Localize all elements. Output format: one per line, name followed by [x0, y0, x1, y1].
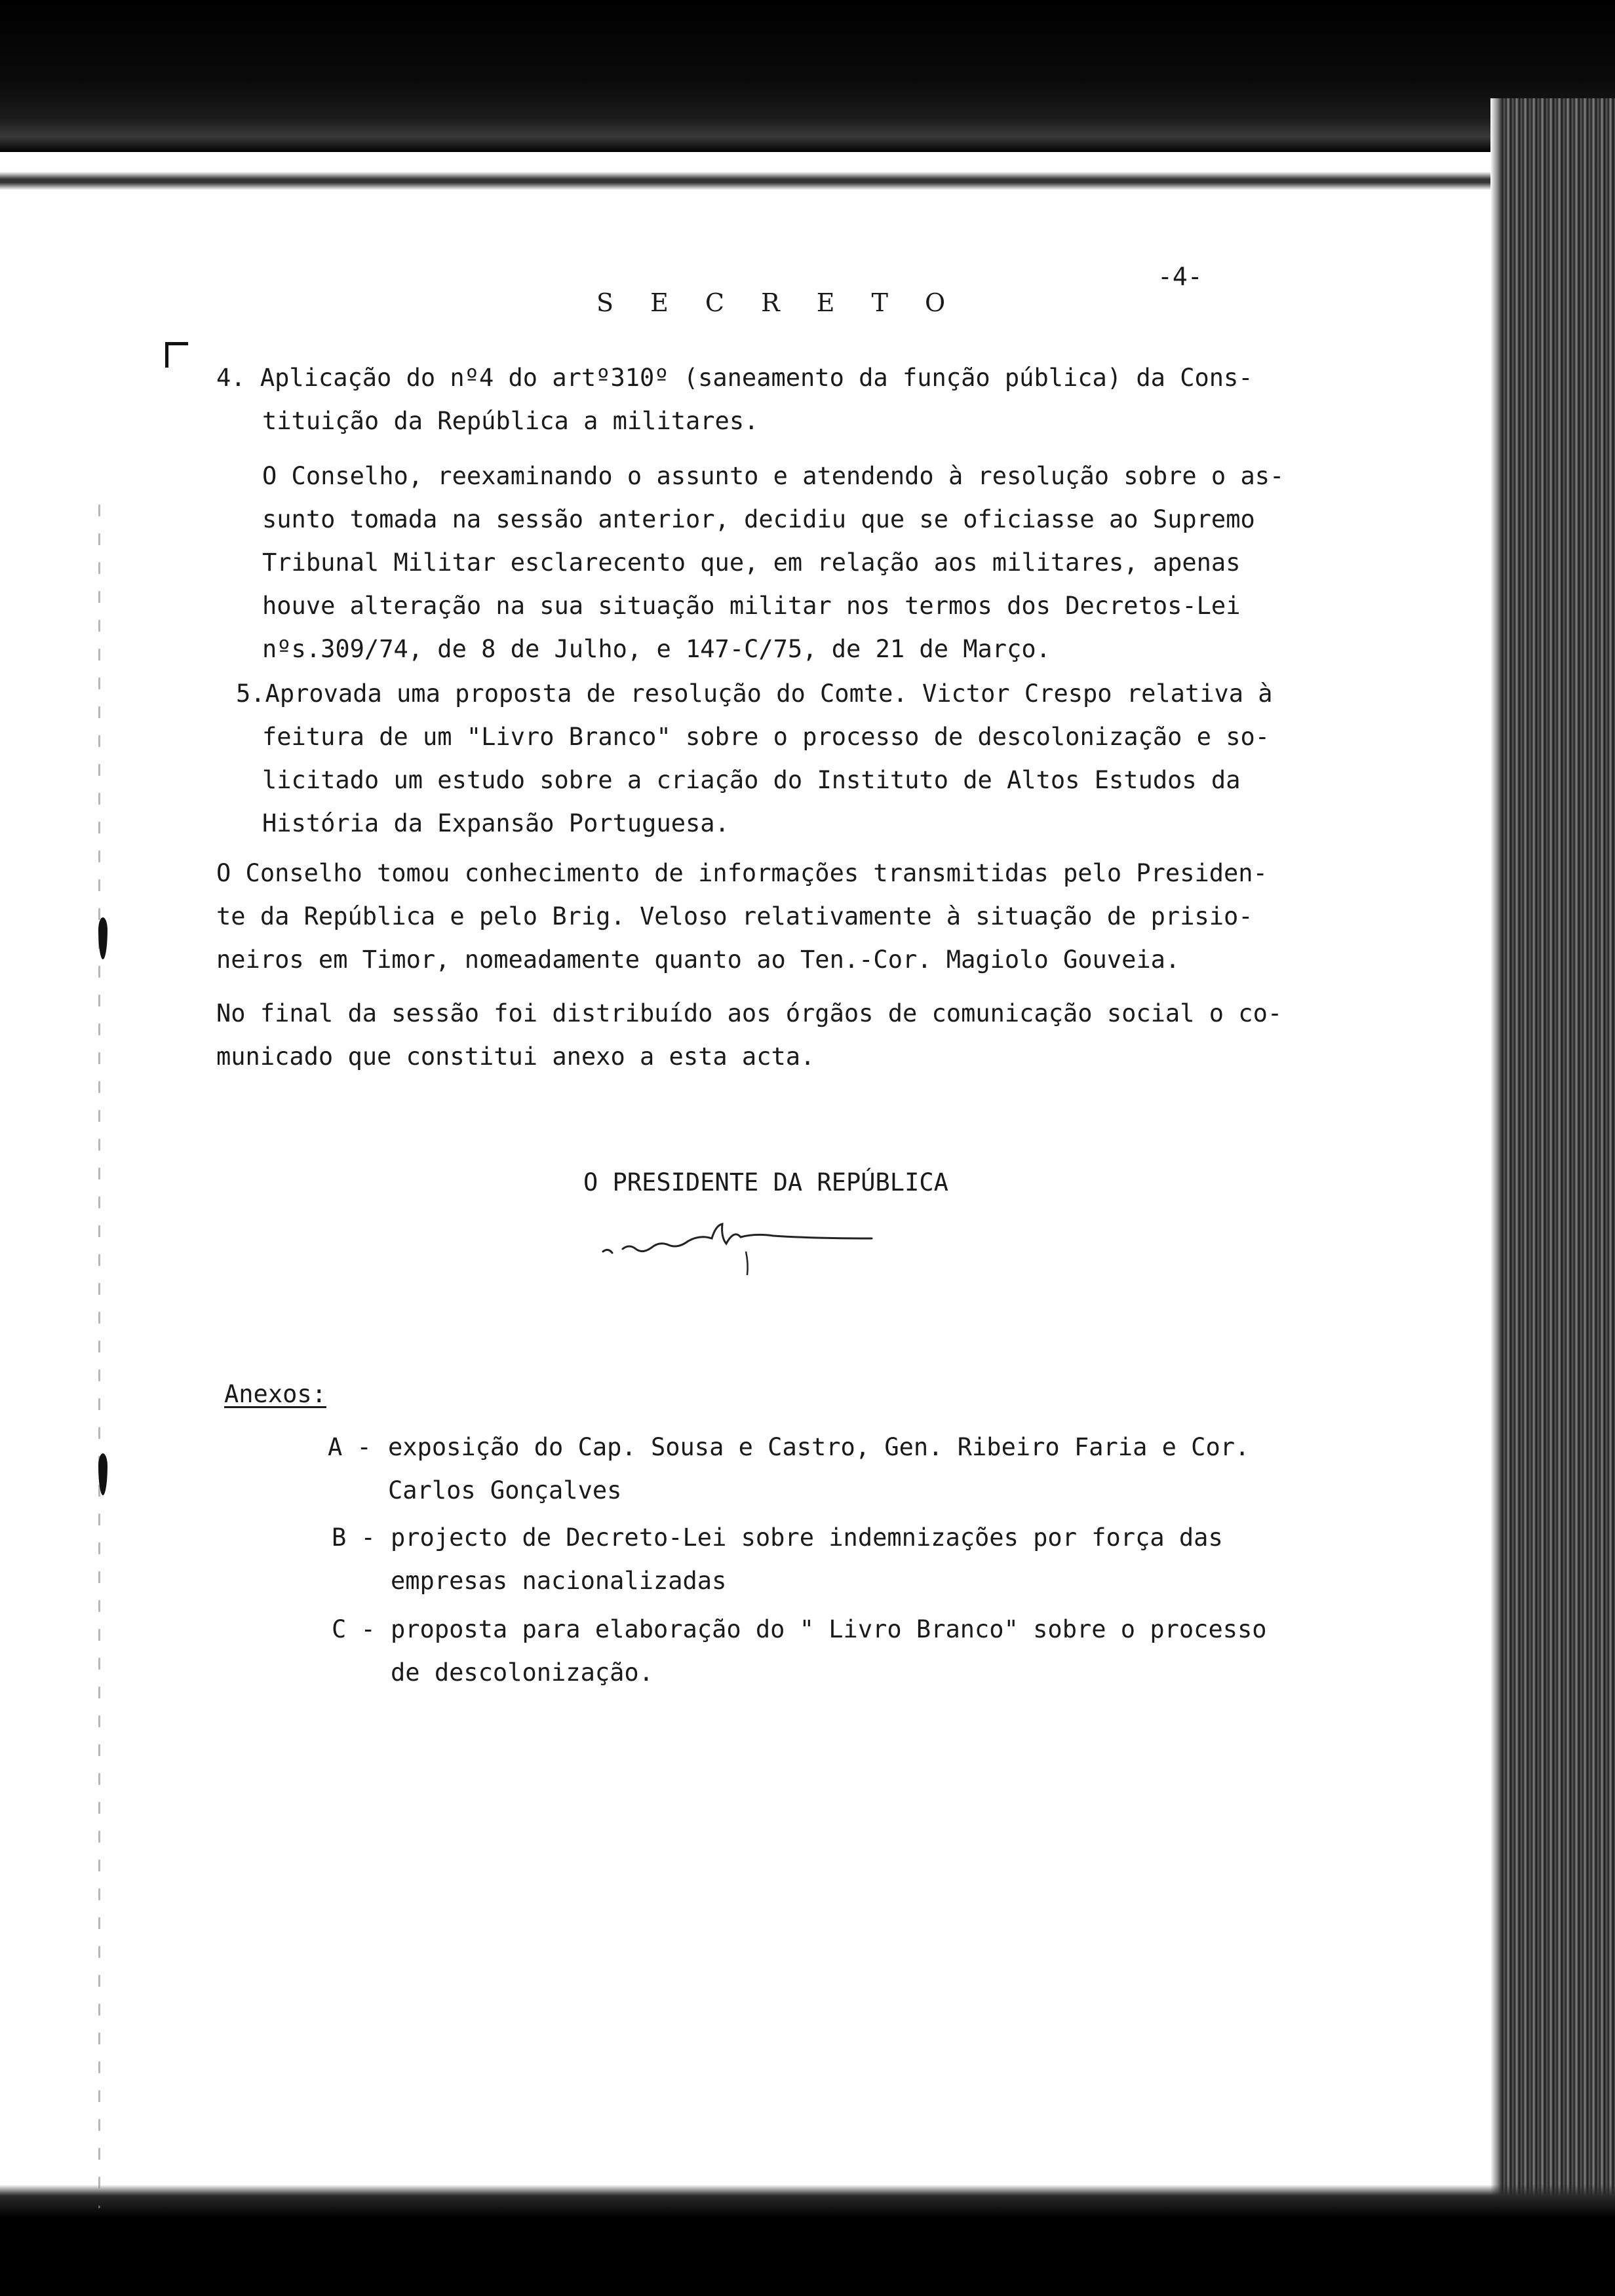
annex-item [391, 1516, 1223, 1603]
handwritten-signature [590, 1219, 983, 1278]
corner-bracket-mark [165, 342, 188, 368]
text-line: houve alteração na sua situação militar nos termos dos Decretos-Lei [262, 592, 1241, 620]
item-4-title [216, 356, 1253, 443]
scan-rule-left [98, 505, 100, 2208]
text-line: de descolonização. [391, 1658, 653, 1687]
text-line: sunto tomada na sessão anterior, decidiu que se oficiasse ao Supremo [262, 505, 1255, 533]
item-5 [236, 672, 1273, 845]
page-number: -4- [1158, 262, 1203, 291]
margin-punch-mark [98, 1453, 107, 1495]
text-line: exposição do Cap. Sousa e Castro, Gen. Ribeiro Faria e Cor. [388, 1433, 1250, 1461]
text-line: municado que constitui anexo a esta acta. [216, 1043, 815, 1071]
text-line: O Conselho tomou conhecimento de informações transmitidas pelo Presiden- [216, 859, 1268, 887]
text-line: licitado um estudo sobre a criação do Instituto de Altos Estudos da [262, 766, 1241, 794]
text-line: proposta para elaboração do " Livro Branco" sobre o processo [391, 1615, 1267, 1643]
text-line: 5.Aprovada uma proposta de resolução do Comte. Victor Crespo relativa à [236, 679, 1273, 708]
paragraph-final [216, 992, 1282, 1079]
annex-letter: A - [328, 1433, 372, 1461]
signatory-title: O PRESIDENTE DA REPÚBLICA [583, 1168, 948, 1196]
item-4-body [262, 455, 1284, 671]
annex-item [391, 1608, 1267, 1694]
scan-shadow-right [1490, 98, 1502, 2221]
margin-punch-mark [98, 917, 107, 959]
text-line: tituição da República a militares. [262, 407, 759, 435]
annex-letter: B - [332, 1523, 376, 1552]
text-line: empresas nacionalizadas [391, 1567, 727, 1595]
scan-rule-top [0, 172, 1615, 190]
scan-border-top [0, 0, 1615, 152]
text-line: te da República e pelo Brig. Veloso relativamente à situação de prisio- [216, 902, 1253, 930]
text-line: neiros em Timor, nomeadamente quanto ao Ten.-Cor. Magiolo Gouveia. [216, 946, 1180, 974]
text-line: No final da sessão foi distribuído aos órgãos de comunicação social o co- [216, 999, 1283, 1027]
text-line: Tribunal Militar esclarecento que, em relação aos militares, apenas [262, 548, 1241, 577]
scan-border-bottom [0, 2185, 1615, 2296]
text-line: O Conselho, reexaminando o assunto e atendendo à resolução sobre o as- [262, 462, 1285, 490]
classification-heading: S E C R E T O [596, 288, 960, 317]
text-line: História da Expansão Portuguesa. [262, 809, 730, 837]
text-line: 4. Aplicação do nº4 do artº310º (saneamento da função pública) da Cons- [216, 364, 1253, 392]
text-line: projecto de Decreto-Lei sobre indemnizações por força das [391, 1523, 1223, 1552]
scan-border-right [1502, 98, 1615, 2296]
text-line: Carlos Gonçalves [388, 1476, 622, 1504]
annex-letter: C - [332, 1615, 376, 1643]
paragraph-timor [216, 852, 1268, 982]
annexes-title: Anexos: [224, 1380, 326, 1408]
text-line: feitura de um "Livro Branco" sobre o processo de descolonização e so- [262, 723, 1270, 751]
annex-item [388, 1426, 1249, 1512]
text-line: nºs.309/74, de 8 de Julho, e 147-C/75, de 21 de Março. [262, 635, 1051, 663]
